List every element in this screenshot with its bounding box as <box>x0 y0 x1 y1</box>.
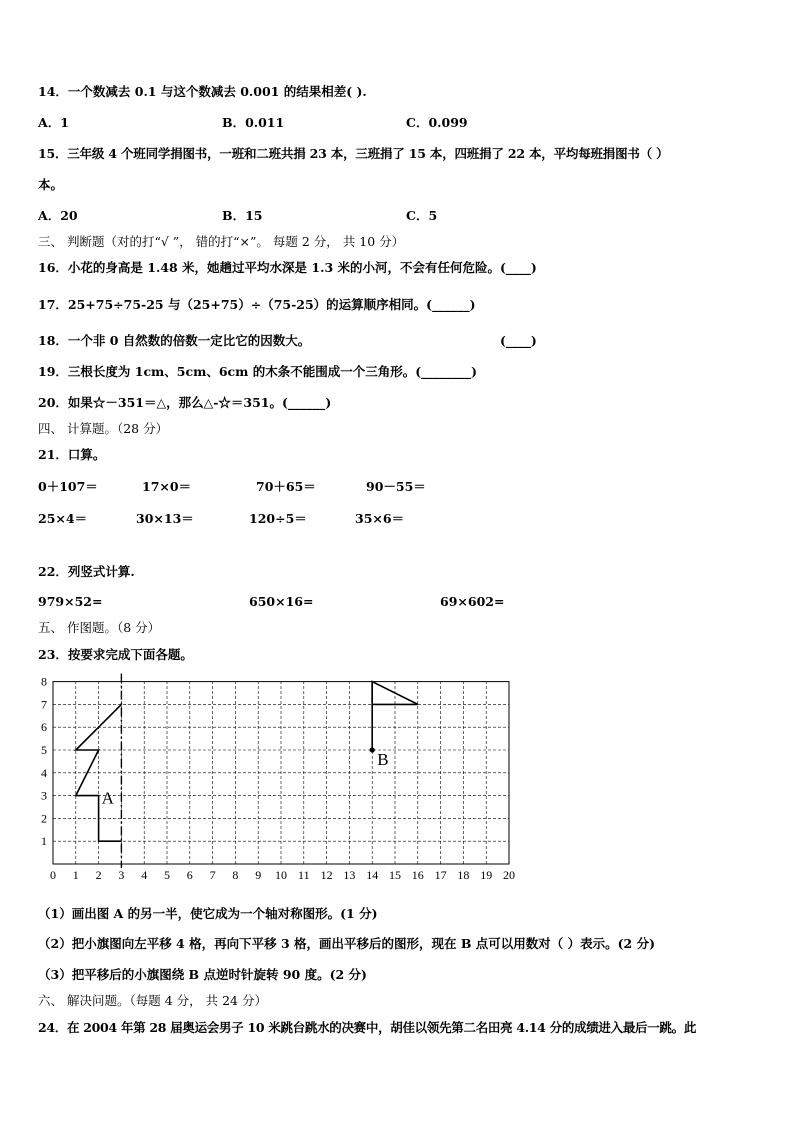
q22-item: 979×52= <box>38 594 103 609</box>
section-3-heading: 三、 判断题（对的打“√ ”， 错的打“×”。 每题 2 分， 共 10 分） <box>38 234 405 249</box>
x-tick-label: 2 <box>95 868 102 882</box>
q22-title: 22．列竖式计算. <box>38 564 135 579</box>
y-tick-label: 6 <box>41 720 47 735</box>
x-tick-label: 6 <box>186 868 193 882</box>
q21-item: 30×13＝ <box>136 511 194 526</box>
q15-option-c: C．5 <box>406 208 438 223</box>
x-tick-label: 14 <box>366 868 379 882</box>
q21-item: 35×6＝ <box>355 511 405 526</box>
section-4-heading: 四、 计算题。（28 分） <box>38 421 169 436</box>
x-tick-label: 3 <box>118 868 125 882</box>
q22-item: 650×16= <box>249 594 314 609</box>
q24: 24．在 2004 年第 28 届奥运会男子 10 米跳台跳水的决赛中，胡佳以领先第二名田亮 4.14 分的成绩进入最后一跳。此 <box>38 1020 697 1035</box>
flag-triangle <box>372 682 418 705</box>
q21-title: 21．口算。 <box>38 447 106 462</box>
q14-stem: 14．一个数减去 0.1 与这个数减去 0.001 的结果相差( ). <box>38 84 367 99</box>
q21-item: 120÷5＝ <box>249 511 307 526</box>
q21-item: 70＋65＝ <box>256 479 316 494</box>
x-tick-label: 19 <box>480 868 493 882</box>
q14-option-b: B．0.011 <box>222 115 285 130</box>
y-tick-label: 5 <box>41 743 47 757</box>
section-6-heading: 六、 解决问题。（每题 4 分， 共 24 分） <box>38 993 267 1008</box>
x-tick-label: 13 <box>343 868 356 882</box>
q23-title: 23．按要求完成下面各题。 <box>38 647 193 662</box>
x-tick-label: 11 <box>298 868 310 882</box>
q21-item: 25×4＝ <box>38 511 88 526</box>
y-tick-label: 7 <box>41 697 47 712</box>
q18-stem: 18．一个非 0 自然数的倍数一定比它的因数大。 <box>38 333 311 348</box>
x-tick-label: 9 <box>255 868 262 882</box>
q15-stem: 15．三年级 4 个班同学捐图书，一班和二班共捐 23 本，三班捐了 15 本，四班捐了 22 本，平均每班捐图书（ ） <box>38 146 669 161</box>
q21-item: 90－55＝ <box>366 479 426 494</box>
x-tick-label: 4 <box>141 868 148 882</box>
x-tick-label: 0 <box>50 868 56 882</box>
y-tick-label: 2 <box>41 811 47 826</box>
section-5-heading: 五、 作图题。（8 分） <box>38 620 161 635</box>
q18-blank: (____) <box>500 333 537 348</box>
q17: 17．25+75÷75-25 与（25+75）÷（75-25）的运算顺序相同。(______) <box>38 297 476 312</box>
x-tick-label: 16 <box>411 868 424 882</box>
q23-sub1: （1）画出图 A 的另一半，使它成为一个轴对称图形。(1 分) <box>38 906 378 921</box>
q16: 16．小花的身高是 1.48 米，她趟过平均水深是 1.3 米的小河，不会有任何危险。(____) <box>38 260 537 275</box>
x-tick-label: 5 <box>164 868 170 882</box>
q15-option-b: B．15 <box>222 208 263 223</box>
q20: 20．如果☆－351＝△，那么△-☆＝351。(______) <box>38 395 332 410</box>
q21-item: 17×0＝ <box>142 479 192 494</box>
x-tick-label: 12 <box>320 868 333 882</box>
q23-sub3: （3）把平移后的小旗图绕 B 点逆时针旋转 90 度。(2 分) <box>38 967 367 982</box>
q19: 19．三根长度为 1cm、5cm、6cm 的木条不能围成一个三角形。(________) <box>38 364 478 379</box>
y-tick-label: 8 <box>41 674 47 689</box>
x-tick-label: 18 <box>457 868 470 882</box>
x-tick-label: 17 <box>434 868 447 882</box>
point-b <box>370 747 375 752</box>
label-a: A <box>101 788 114 808</box>
x-tick-label: 15 <box>389 868 401 882</box>
q22-item: 69×602= <box>440 594 505 609</box>
x-tick-label: 20 <box>503 868 515 882</box>
y-tick-label: 3 <box>41 788 47 803</box>
grid-labels <box>41 675 515 882</box>
x-tick-label: 8 <box>232 868 239 882</box>
x-tick-label: 10 <box>275 868 287 882</box>
label-b: B <box>377 750 389 769</box>
q23-sub2: （2）把小旗图向左平移 4 格，再向下平移 3 格，画出平移后的图形，现在 B 点可以用数对（ ）表示。(2 分) <box>38 936 656 951</box>
x-tick-label: 7 <box>209 868 216 882</box>
q15-stem-cont: 本。 <box>38 177 64 192</box>
y-tick-label: 4 <box>41 765 47 780</box>
q14-option-a: A．1 <box>38 115 69 130</box>
q15-option-a: A．20 <box>38 208 78 223</box>
x-tick-label: 1 <box>72 868 79 882</box>
q14-option-c: C．0.099 <box>406 115 468 130</box>
q21-item: 0＋107＝ <box>38 479 98 494</box>
grid-figures <box>76 674 418 868</box>
y-tick-label: 1 <box>41 834 47 849</box>
